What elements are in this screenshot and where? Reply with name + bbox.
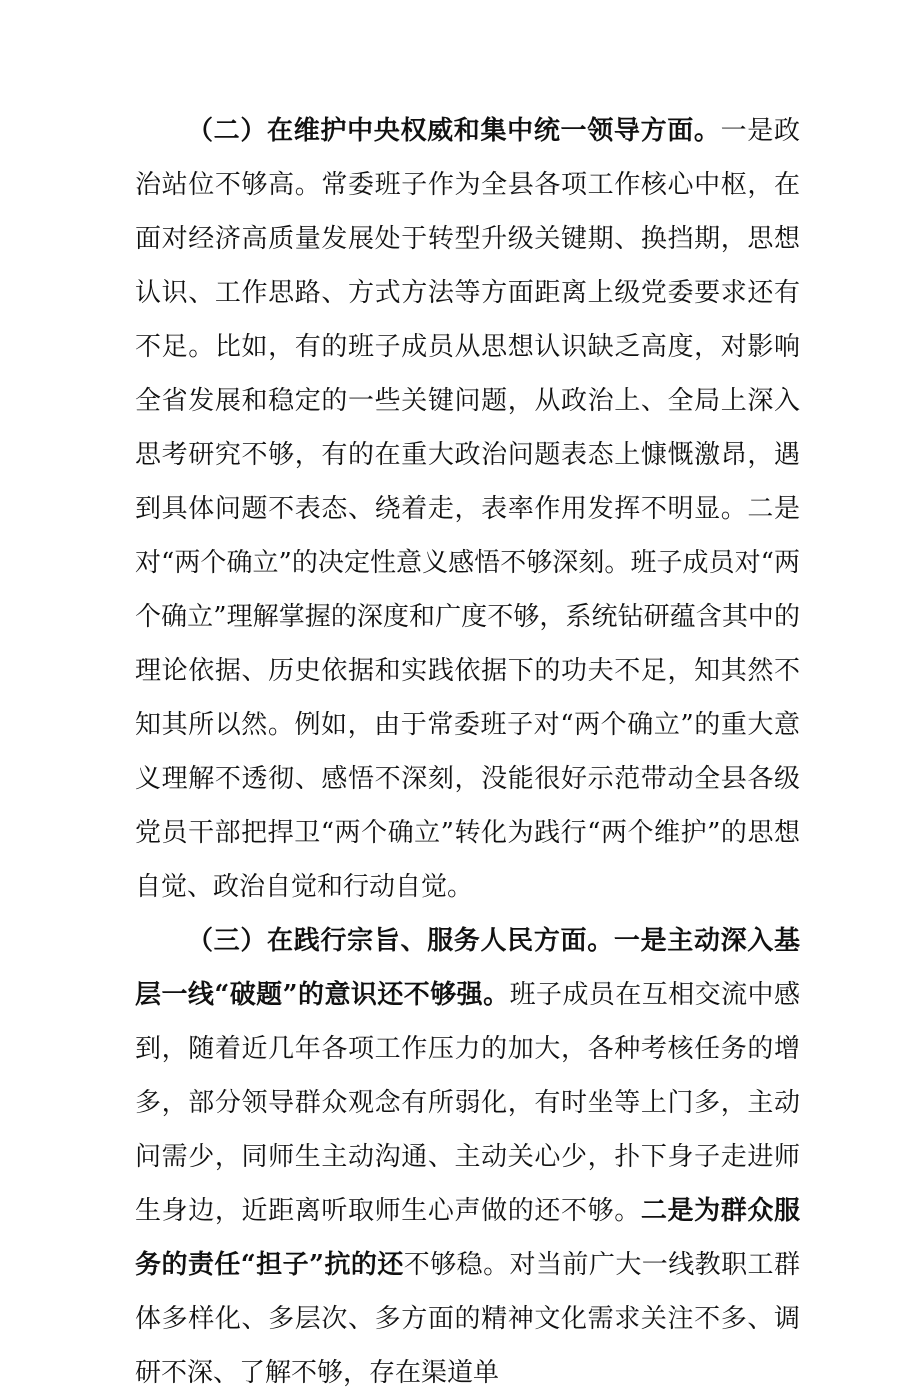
section-3-subheading: 二是为群众服务的责任“担子”抗的还 — [135, 1196, 800, 1280]
document-body — [135, 104, 800, 1400]
section-3-body-2: 不够稳。对当前广大一线教职工群体多样化、多层次、多方面的精神文化需求关注不多、调研不深、了解不够，存在渠道单 — [135, 1250, 800, 1388]
paragraph-section-3 — [135, 914, 800, 1400]
paragraph-section-2 — [135, 104, 800, 914]
section-3-heading: （三）在践行宗旨、服务人民方面。一是主动深入基层一线“破题”的意识还不够强。 — [135, 926, 800, 1010]
section-3-body-1: 班子成员在互相交流中感到，随着近几年各项工作压力的加大，各种考核任务的增多，部分领导群众观念有所弱化，有时坐等上门多，主动问需少，同师生主动沟通、主动关心少，扑下身子走进师生身边，近距离听取师生心声做的还不够。 — [135, 980, 800, 1226]
section-2-heading: （二）在维护中央权威和集中统一领导方面。 — [187, 116, 721, 146]
section-2-body: 一是政治站位不够高。常委班子作为全县各项工作核心中枢，在面对经济高质量发展处于转型升级关键期、换挡期，思想认识、工作思路、方式方法等方面距离上级党委要求还有不足。比如，有的班子成员从思想认识缺乏高度，对影响全省发展和稳定的一些关键问题，从政治上、全局上深入思考研究不够，有的在重大政治问题表态上慷慨激昂，遇到具体问题不表态、绕着走，表率作用发挥不明显。二是对“两个确立”的决定性意义感悟不够深刻。班子成员对“两个确立”理解掌握的深度和广度不够，系统钻研蕴含其中的理论依据、历史依据和实践依据下的功夫不足，知其然不知其所以然。例如，由于常委班子对“两个确立”的重大意义理解不透彻、感悟不深刻，没能很好示范带动全县各级党员干部把捍卫“两个确立”转化为践行“两个维护”的思想自觉、政治自觉和行动自觉。 — [135, 116, 800, 902]
